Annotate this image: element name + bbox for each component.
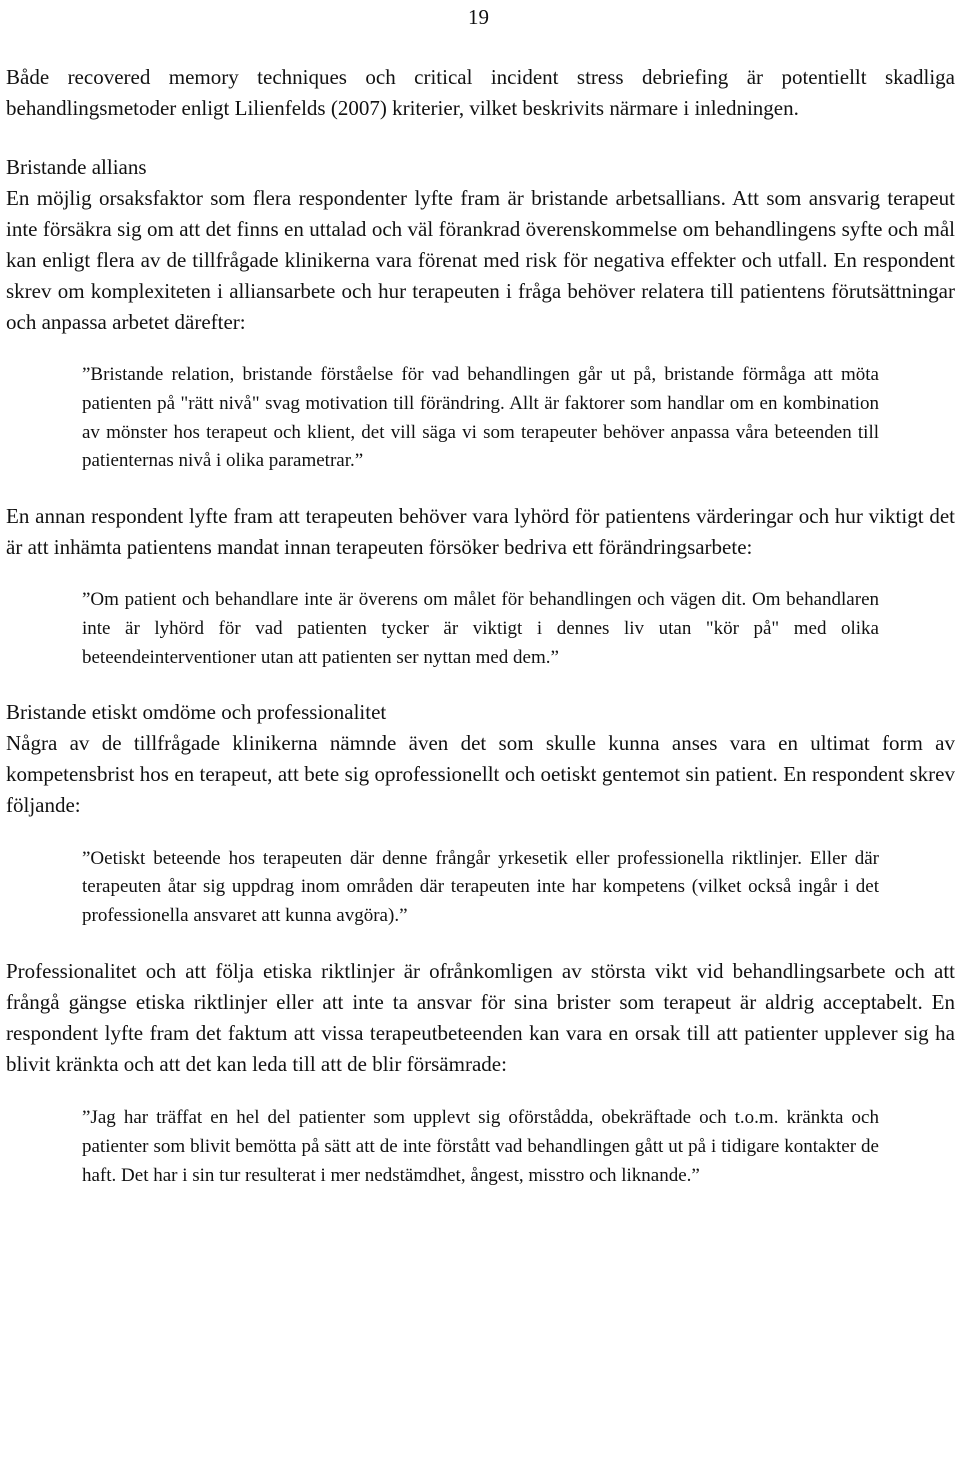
block-quote-overens: ”Om patient och behandlare inte är överens om målet för behandlingen och vägen dit. Om behandlaren inte är lyhörd för vad patienten tycker är viktigt i dennes liv utan "kör på" med olika beteendeinterventioner utan att patienten ser nyttan med dem.” (82, 589, 879, 668)
page-content (6, 62, 955, 1190)
intro-paragraph: Både recovered memory techniques och critical incident stress debriefing är potentiellt skadliga behandlingsmetoder enligt Lilienfelds (2007) kriterier, vilket beskrivits närmare i inledningen. (6, 65, 955, 120)
professionalitet-paragraph: Professionalitet och att följa etiska riktlinjer är ofrånkomligen av största vikt vid behandlingsarbete och att frångå gängse etiska riktlinjer eller att inte ta ansvar för sina brister som terapeut är aldrig acceptabelt. En respondent lyfte fram det faktum att vissa terapeutbeteenden kan vara en orsak till att patienter upplever sig ha blivit kränkta och att det kan leda till att de blir försämrade: (6, 958, 955, 1076)
page-number: 19 (468, 5, 489, 29)
block-quote-relation: ”Bristande relation, bristande förståelse för vad behandlingen går ut på, bristande förmåga att möta patienten på "rätt nivå" svag motivation till förändring. Allt är faktorer som handlar om en kombination av mönster hos terapeut och klient, det vill säga vi som terapeuter behöver anpassa våra beteenden till patienternas nivå i olika parametrar.” (82, 364, 879, 472)
section-heading-etiskt-omdome: Bristande etiskt omdöme och professionalitet (6, 699, 387, 724)
section-heading-bristande-allians: Bristande allians (6, 155, 147, 179)
etiskt-paragraph: Några av de tillfrågade klinikerna nämnde även det som skulle kunna anses vara en ultimat form av kompetensbrist hos en terapeut, att bete sig oprofessionellt och oetiskt gentemot sin patient. En respondent skrev följande: (6, 730, 955, 817)
block-quote-krankta: ”Jag har träffat en hel del patienter som upplevt sig oförstådda, obekräftade och t.o.m. kränkta och patienter som blivit bemötta på sätt att de inte förstått vad behandlingen gått ut på i tidigare kontakter de haft. Det har i sin tur resulterat i mer nedstämdhet, ångest, misstro och liknande.” (82, 1106, 879, 1186)
block-quote-oetiskt: ”Oetiskt beteende hos terapeuten där denne frångår yrkesetik eller professionella riktlinjer. Eller där terapeuten åtar sig uppdrag inom områden där terapeuten inte har kompetens (vilket också ingår i det professionella ansvaret att kunna avgöra).” (82, 847, 879, 927)
allians-paragraph: En möjlig orsaksfaktor som flera respondenter lyfte fram är bristande arbetsallians. Att som ansvarig terapeut inte försäkra sig om att det finns en uttalad och väl förankrad överenskommelse om behandlingens syfte och mål kan enligt flera av de tillfrågade klinikerna vara förenat med risk för negativa effekter och utfall. En respondent skrev om komplexiteten i alliansarbete och hur terapeuten i fråga behöver relatera till patientens förutsättningar och anpassa arbetet därefter: (6, 186, 955, 334)
lyhord-paragraph: En annan respondent lyfte fram att terapeuten behöver vara lyhörd för patientens värderingar och hur viktigt det är att inhämta patientens mandat innan terapeuten försöker bedriva ett förändringsarbete: (6, 504, 955, 560)
